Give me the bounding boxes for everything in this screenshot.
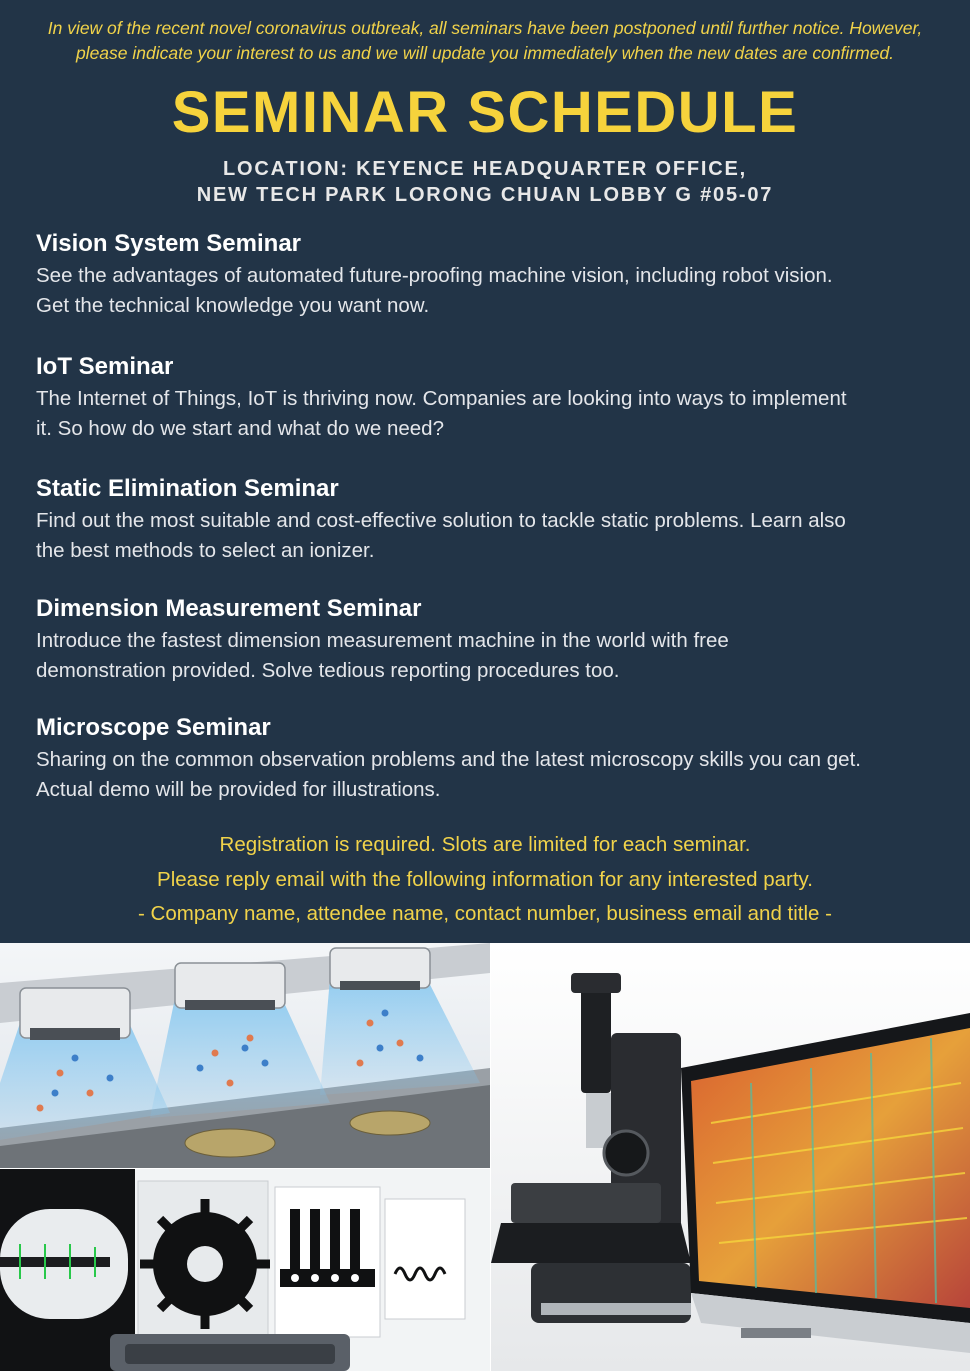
microscope-photo xyxy=(491,943,970,1371)
location-block xyxy=(0,156,970,208)
registration-line-2: Please reply email with the following information for any interested party. xyxy=(157,867,813,891)
page-title: SEMINAR SCHEDULE xyxy=(171,80,799,145)
seminar-microscope xyxy=(36,713,946,805)
seminar-dimension-measurement xyxy=(36,594,946,686)
seminar-description-line: Sharing on the common observation problems and the latest microscopy skills you can get. xyxy=(36,748,861,771)
microscope-illustration xyxy=(491,943,970,1371)
seminar-description xyxy=(36,261,946,321)
seminar-description-line: Introduce the fastest dimension measurement machine in the world with free xyxy=(36,629,729,652)
seminar-description-line: See the advantages of automated future-proofing machine vision, including robot vision. xyxy=(36,264,833,287)
measurement-photo xyxy=(0,1169,490,1371)
measurement-illustration xyxy=(0,1169,490,1371)
seminar-description-line: it. So how do we start and what do we need? xyxy=(36,417,444,440)
ionizer-illustration xyxy=(0,943,490,1168)
seminar-description-line: Find out the most suitable and cost-effective solution to tackle static problems. Learn also xyxy=(36,509,846,532)
registration-info xyxy=(0,828,970,932)
photo-collage xyxy=(0,943,970,1371)
postponement-notice xyxy=(20,16,950,66)
registration-line-3: - Company name, attendee name, contact number, business email and title - xyxy=(138,902,832,925)
seminar-description xyxy=(36,506,946,566)
seminar-description xyxy=(36,384,946,444)
seminar-title: Microscope Seminar xyxy=(36,714,271,741)
notice-line-1: In view of the recent novel coronavirus outbreak, all seminars have been postponed until further notice. However, xyxy=(47,18,923,38)
seminar-title: IoT Seminar xyxy=(36,353,174,380)
seminar-description-line: Get the technical knowledge you want now. xyxy=(36,294,430,317)
seminar-title: Vision System Seminar xyxy=(36,230,302,257)
location-line-2: NEW TECH PARK LORONG CHUAN LOBBY G #05-07 xyxy=(196,184,774,206)
seminar-description xyxy=(36,626,946,686)
seminar-description-line: The Internet of Things, IoT is thriving now. Companies are looking into ways to implement xyxy=(36,387,847,410)
seminar-vision-system xyxy=(36,229,946,321)
seminar-description xyxy=(36,745,946,805)
seminar-iot xyxy=(36,352,946,444)
registration-line-1: Registration is required. Slots are limited for each seminar. xyxy=(219,833,751,856)
location-line-1: LOCATION: KEYENCE HEADQUARTER OFFICE, xyxy=(222,158,747,180)
notice-line-2: please indicate your interest to us and we will update you immediately when the new dates are confirmed. xyxy=(75,43,895,63)
seminar-title: Static Elimination Seminar xyxy=(36,475,339,502)
seminar-description-line: demonstration provided. Solve tedious reporting procedures too. xyxy=(36,659,620,682)
seminar-static-elimination xyxy=(36,474,946,566)
seminar-description-line: Actual demo will be provided for illustrations. xyxy=(36,778,441,801)
ionizer-photo xyxy=(0,943,490,1168)
seminar-title: Dimension Measurement Seminar xyxy=(36,595,422,622)
seminar-description-line: the best methods to select an ionizer. xyxy=(36,539,375,562)
